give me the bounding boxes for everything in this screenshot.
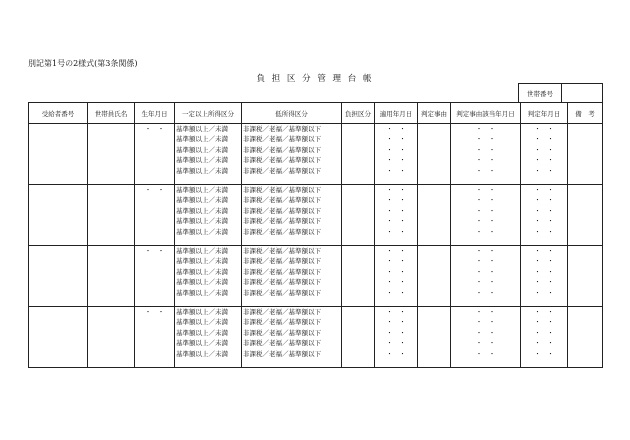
income-option-text: 基準額以上／未満 (176, 186, 228, 194)
judgment-date-placeholder: ・ ・ (534, 206, 554, 215)
income-option-text: 基準額以上／未満 (176, 318, 228, 327)
low-income-option-text: 非課税／老福／基準額以下 (243, 186, 321, 194)
birth-date-cell[interactable] (135, 246, 175, 307)
income-option-text: 基準額以上／未満 (176, 349, 228, 358)
ledger-entry-row (29, 185, 603, 246)
low-income-option-text: 非課税／老福／基準額以下 (243, 328, 321, 337)
reason-date-placeholder: ・ ・ (475, 135, 496, 144)
reason-date-placeholder: ・ ・ (475, 339, 496, 348)
income-option-text: 基準額以上／未満 (176, 166, 228, 175)
income-option-text: 基準額以上／未満 (176, 247, 228, 255)
application-date-cell[interactable] (375, 185, 418, 246)
judgment-reason-cell[interactable] (418, 246, 451, 307)
header-low-income-category: 低所得区分 (242, 103, 342, 124)
household-number-label: 世帯番号 (519, 84, 562, 103)
judgment-date-placeholder: ・ ・ (534, 135, 554, 144)
low-income-category-cell[interactable] (242, 246, 342, 307)
reason-date-cell[interactable] (451, 185, 521, 246)
burden-category-ledger (28, 102, 603, 368)
reason-date-placeholder: ・ ・ (475, 145, 496, 154)
low-income-option-text: 非課税／老福／基準額以下 (243, 278, 321, 287)
application-date-placeholder: ・ ・ (386, 339, 406, 348)
application-date-placeholder: ・ ・ (386, 308, 406, 316)
judgment-date-placeholder: ・ ・ (534, 278, 554, 287)
header-judgment-date: 判定年月日 (521, 103, 568, 124)
header-application-date: 適用年月日 (375, 103, 418, 124)
application-date-placeholder: ・ ・ (386, 196, 406, 205)
birth-date-cell[interactable] (135, 124, 175, 185)
burden-category-cell[interactable] (342, 185, 375, 246)
application-date-placeholder: ・ ・ (386, 257, 406, 266)
judgment-date-placeholder: ・ ・ (534, 349, 554, 358)
header-birth-date: 生年月日 (135, 103, 175, 124)
application-date-placeholder: ・ ・ (386, 349, 406, 358)
income-category-cell[interactable] (175, 246, 242, 307)
application-date-placeholder: ・ ・ (386, 156, 406, 165)
reason-date-cell[interactable] (451, 124, 521, 185)
judgment-date-placeholder: ・ ・ (534, 339, 554, 348)
application-date-placeholder: ・ ・ (386, 288, 406, 297)
header-reason-date: 判定事由該当年月日 (451, 103, 521, 124)
judgment-date-placeholder: ・ ・ (534, 166, 554, 175)
income-option-text: 基準額以上／未満 (176, 196, 228, 205)
reason-date-cell[interactable] (451, 307, 521, 368)
judgment-date-cell[interactable] (521, 185, 568, 246)
application-date-placeholder: ・ ・ (386, 318, 406, 327)
header-member-name: 世帯員氏名 (88, 103, 135, 124)
judgment-date-placeholder: ・ ・ (534, 125, 554, 133)
application-date-placeholder: ・ ・ (386, 135, 406, 144)
low-income-category-cell[interactable] (242, 124, 342, 185)
judgment-date-placeholder: ・ ・ (534, 267, 554, 276)
income-option-text: 基準額以上／未満 (176, 125, 228, 133)
reason-date-placeholder: ・ ・ (475, 318, 496, 327)
low-income-category-cell[interactable] (242, 307, 342, 368)
income-option-text: 基準額以上／未満 (176, 156, 228, 165)
application-date-placeholder: ・ ・ (386, 125, 406, 133)
burden-category-cell[interactable] (342, 124, 375, 185)
application-date-cell[interactable] (375, 246, 418, 307)
birth-date-cell[interactable] (135, 307, 175, 368)
judgment-date-placeholder: ・ ・ (534, 288, 554, 297)
low-income-option-text: 非課税／老福／基準額以下 (243, 196, 321, 205)
income-option-text: 基準額以上／未満 (176, 257, 228, 266)
judgment-date-placeholder: ・ ・ (534, 196, 554, 205)
judgment-date-cell[interactable] (521, 246, 568, 307)
member-name-cell[interactable] (88, 185, 135, 246)
burden-category-cell[interactable] (342, 246, 375, 307)
income-category-cell[interactable] (175, 124, 242, 185)
low-income-option-text: 非課税／老福／基準額以下 (243, 156, 321, 165)
income-option-text: 基準額以上／未満 (176, 288, 228, 297)
household-number-field[interactable] (562, 84, 603, 103)
reason-date-placeholder: ・ ・ (475, 196, 496, 205)
income-option-text: 基準額以上／未満 (176, 267, 228, 276)
application-date-placeholder: ・ ・ (386, 247, 406, 255)
judgment-date-placeholder: ・ ・ (534, 247, 554, 255)
header-burden-category: 負担区分 (342, 103, 375, 124)
reason-date-placeholder: ・ ・ (475, 308, 496, 316)
low-income-option-text: 非課税／老福／基準額以下 (243, 145, 321, 154)
judgment-date-placeholder: ・ ・ (534, 328, 554, 337)
birth-date-placeholder: ・ ・ (144, 125, 165, 133)
low-income-option-text: 非課税／老福／基準額以下 (243, 206, 321, 215)
application-date-placeholder: ・ ・ (386, 267, 406, 276)
income-category-cell[interactable] (175, 185, 242, 246)
reason-date-placeholder: ・ ・ (475, 257, 496, 266)
application-date-cell[interactable] (375, 307, 418, 368)
income-option-text: 基準額以上／未満 (176, 206, 228, 215)
header-recipient-number: 受給者番号 (29, 103, 88, 124)
reason-date-placeholder: ・ ・ (475, 267, 496, 276)
judgment-reason-cell[interactable] (418, 185, 451, 246)
low-income-option-text: 非課税／老福／基準額以下 (243, 125, 321, 133)
reason-date-placeholder: ・ ・ (475, 247, 496, 255)
low-income-option-text: 非課税／老福／基準額以下 (243, 257, 321, 266)
judgment-reason-cell[interactable] (418, 307, 451, 368)
judgment-date-cell[interactable] (521, 307, 568, 368)
birth-date-placeholder: ・ ・ (144, 186, 165, 194)
low-income-option-text: 非課税／老福／基準額以下 (243, 217, 321, 226)
application-date-placeholder: ・ ・ (386, 166, 406, 175)
birth-date-placeholder: ・ ・ (144, 308, 165, 316)
judgment-date-placeholder: ・ ・ (534, 318, 554, 327)
header-income-category: 一定以上所得区分 (175, 103, 242, 124)
judgment-date-cell[interactable] (521, 124, 568, 185)
reason-date-placeholder: ・ ・ (475, 328, 496, 337)
burden-category-cell[interactable] (342, 307, 375, 368)
low-income-option-text: 非課税／老福／基準額以下 (243, 349, 321, 358)
low-income-option-text: 非課税／老福／基準額以下 (243, 247, 321, 255)
low-income-option-text: 非課税／老福／基準額以下 (243, 308, 321, 316)
income-option-text: 基準額以上／未満 (176, 217, 228, 226)
judgment-date-placeholder: ・ ・ (534, 308, 554, 316)
income-option-text: 基準額以上／未満 (176, 339, 228, 348)
income-option-text: 基準額以上／未満 (176, 227, 228, 236)
application-date-placeholder: ・ ・ (386, 145, 406, 154)
ledger-entry-row (29, 124, 603, 185)
income-option-text: 基準額以上／未満 (176, 278, 228, 287)
remarks-cell[interactable] (568, 246, 603, 307)
header-row (29, 103, 603, 124)
member-name-cell[interactable] (88, 246, 135, 307)
header-judgment-reason: 判定事由 (418, 103, 451, 124)
birth-date-cell[interactable] (135, 185, 175, 246)
judgment-date-placeholder: ・ ・ (534, 156, 554, 165)
judgment-reason-cell[interactable] (418, 124, 451, 185)
low-income-category-cell[interactable] (242, 185, 342, 246)
judgment-date-placeholder: ・ ・ (534, 227, 554, 236)
low-income-option-text: 非課税／老福／基準額以下 (243, 288, 321, 297)
member-name-cell[interactable] (88, 124, 135, 185)
low-income-option-text: 非課税／老福／基準額以下 (243, 135, 321, 144)
birth-date-placeholder: ・ ・ (144, 247, 165, 255)
application-date-placeholder: ・ ・ (386, 186, 406, 194)
application-date-placeholder: ・ ・ (386, 227, 406, 236)
reason-date-placeholder: ・ ・ (475, 125, 496, 133)
recipient-number-cell[interactable] (29, 185, 88, 246)
header-remarks: 備 考 (568, 103, 603, 124)
reason-date-placeholder: ・ ・ (475, 278, 496, 287)
reason-date-placeholder: ・ ・ (475, 227, 496, 236)
low-income-option-text: 非課税／老福／基準額以下 (243, 227, 321, 236)
low-income-option-text: 非課税／老福／基準額以下 (243, 339, 321, 348)
low-income-option-text: 非課税／老福／基準額以下 (243, 318, 321, 327)
reason-date-placeholder: ・ ・ (475, 166, 496, 175)
reason-date-placeholder: ・ ・ (475, 349, 496, 358)
judgment-date-placeholder: ・ ・ (534, 257, 554, 266)
recipient-number-cell[interactable] (29, 124, 88, 185)
reason-date-placeholder: ・ ・ (475, 206, 496, 215)
application-date-placeholder: ・ ・ (386, 217, 406, 226)
ledger-entry-row (29, 246, 603, 307)
application-date-placeholder: ・ ・ (386, 278, 406, 287)
reason-date-cell[interactable] (451, 246, 521, 307)
judgment-date-placeholder: ・ ・ (534, 145, 554, 154)
ledger-entry-row (29, 307, 603, 368)
low-income-option-text: 非課税／老福／基準額以下 (243, 166, 321, 175)
member-name-cell[interactable] (88, 307, 135, 368)
judgment-date-placeholder: ・ ・ (534, 186, 554, 194)
ledger-title: 負 担 区 分 管 理 台 帳 (256, 74, 374, 84)
remarks-cell[interactable] (568, 185, 603, 246)
household-number-box (518, 83, 603, 103)
reason-date-placeholder: ・ ・ (475, 186, 496, 194)
low-income-option-text: 非課税／老福／基準額以下 (243, 267, 321, 276)
form-reference-note: 別記第1号の2様式(第3条関係) (28, 59, 138, 68)
recipient-number-cell[interactable] (29, 307, 88, 368)
application-date-placeholder: ・ ・ (386, 328, 406, 337)
judgment-date-placeholder: ・ ・ (534, 217, 554, 226)
income-option-text: 基準額以上／未満 (176, 328, 228, 337)
application-date-placeholder: ・ ・ (386, 206, 406, 215)
recipient-number-cell[interactable] (29, 246, 88, 307)
remarks-cell[interactable] (568, 124, 603, 185)
remarks-cell[interactable] (568, 307, 603, 368)
application-date-cell[interactable] (375, 124, 418, 185)
reason-date-placeholder: ・ ・ (475, 217, 496, 226)
income-option-text: 基準額以上／未満 (176, 308, 228, 316)
income-category-cell[interactable] (175, 307, 242, 368)
reason-date-placeholder: ・ ・ (475, 288, 496, 297)
income-option-text: 基準額以上／未満 (176, 145, 228, 154)
reason-date-placeholder: ・ ・ (475, 156, 496, 165)
income-option-text: 基準額以上／未満 (176, 135, 228, 144)
